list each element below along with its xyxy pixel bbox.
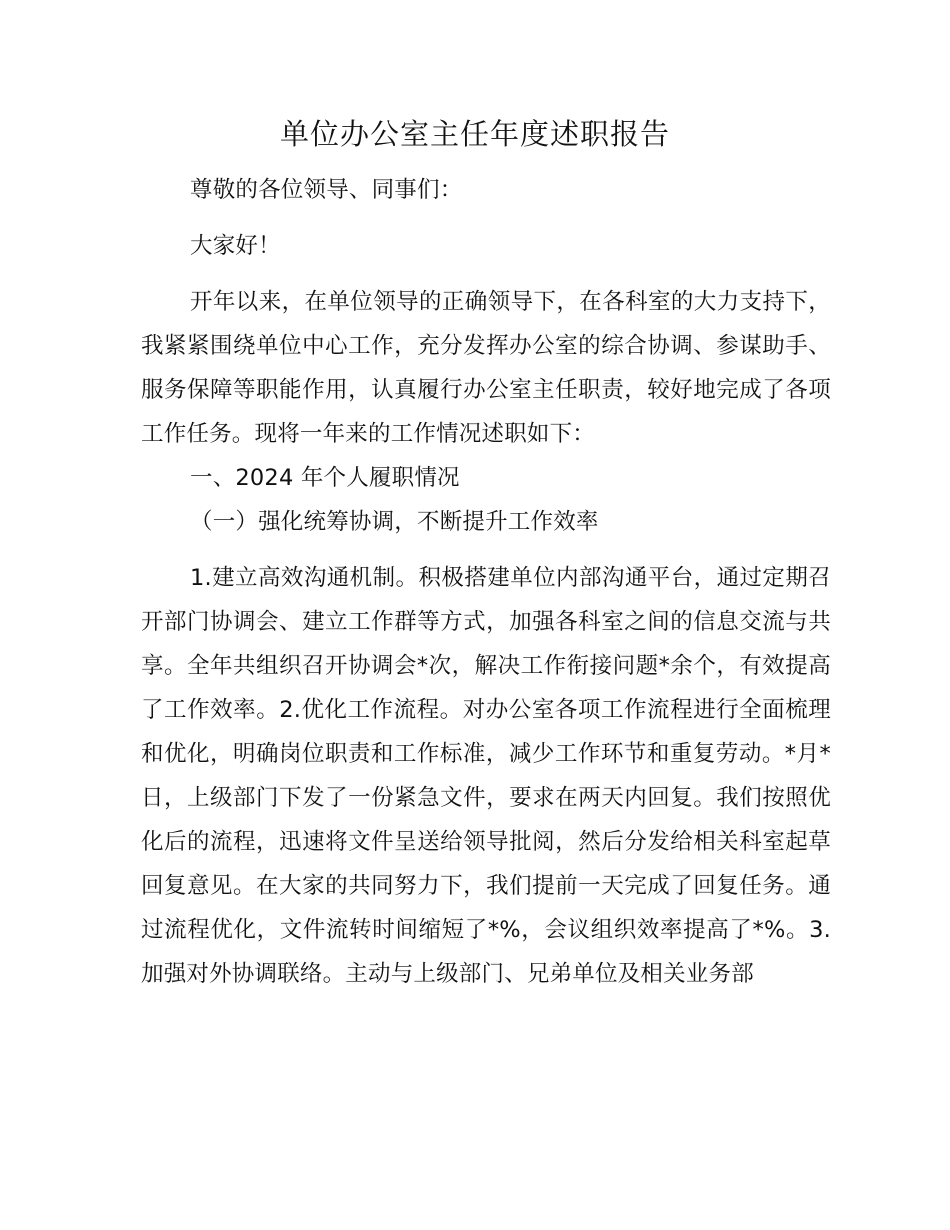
greeting: 大家好！ [190, 233, 281, 259]
document-body [141, 168, 831, 996]
salutation: 尊敬的各位领导、同事们： [190, 177, 463, 203]
section-heading: 一、2024 年个人履职情况 [190, 465, 460, 491]
intro-paragraph: 开年以来，在单位领导的正确领导下，在各科室的大力支持下，我紧紧围绕单位中心工作，充分发挥办公室的综合协调、参谋助手、服务保障等职能作用，认真履行办公室主任职责，较好地完成了各项工作任务。现将一年来的工作情况述职如下： [141, 289, 831, 447]
document-title: 单位办公室主任年度述职报告 [279, 117, 670, 151]
body-paragraph: 1.建立高效沟通机制。积极搭建单位内部沟通平台，通过定期召开部门协调会、建立工作群等方式，加强各科室之间的信息交流与共享。全年共组织召开协调会*次，解决工作衔接问题*余个，有效提高了工作效率。2.优化工作流程。对办公室各项工作流程进行全面梳理和优化，明确岗位职责和工作标准，减少工作环节和重复劳动。*月*日，上级部门下发了一份紧急文件，要求在两天内回复。我们按照优化后的流程，迅速将文件呈送给领导批阅，然后分发给相关科室起草回复意见。在大家的共同努力下，我们提前一天完成了回复任务。通过流程优化，文件流转时间缩短了*%，会议组织效率提高了*%。3.加强对外协调联络。主动与上级部门、兄弟单位及相关业务部 [141, 565, 831, 987]
subsection-heading: （一）强化统筹协调，不断提升工作效率 [190, 509, 599, 535]
